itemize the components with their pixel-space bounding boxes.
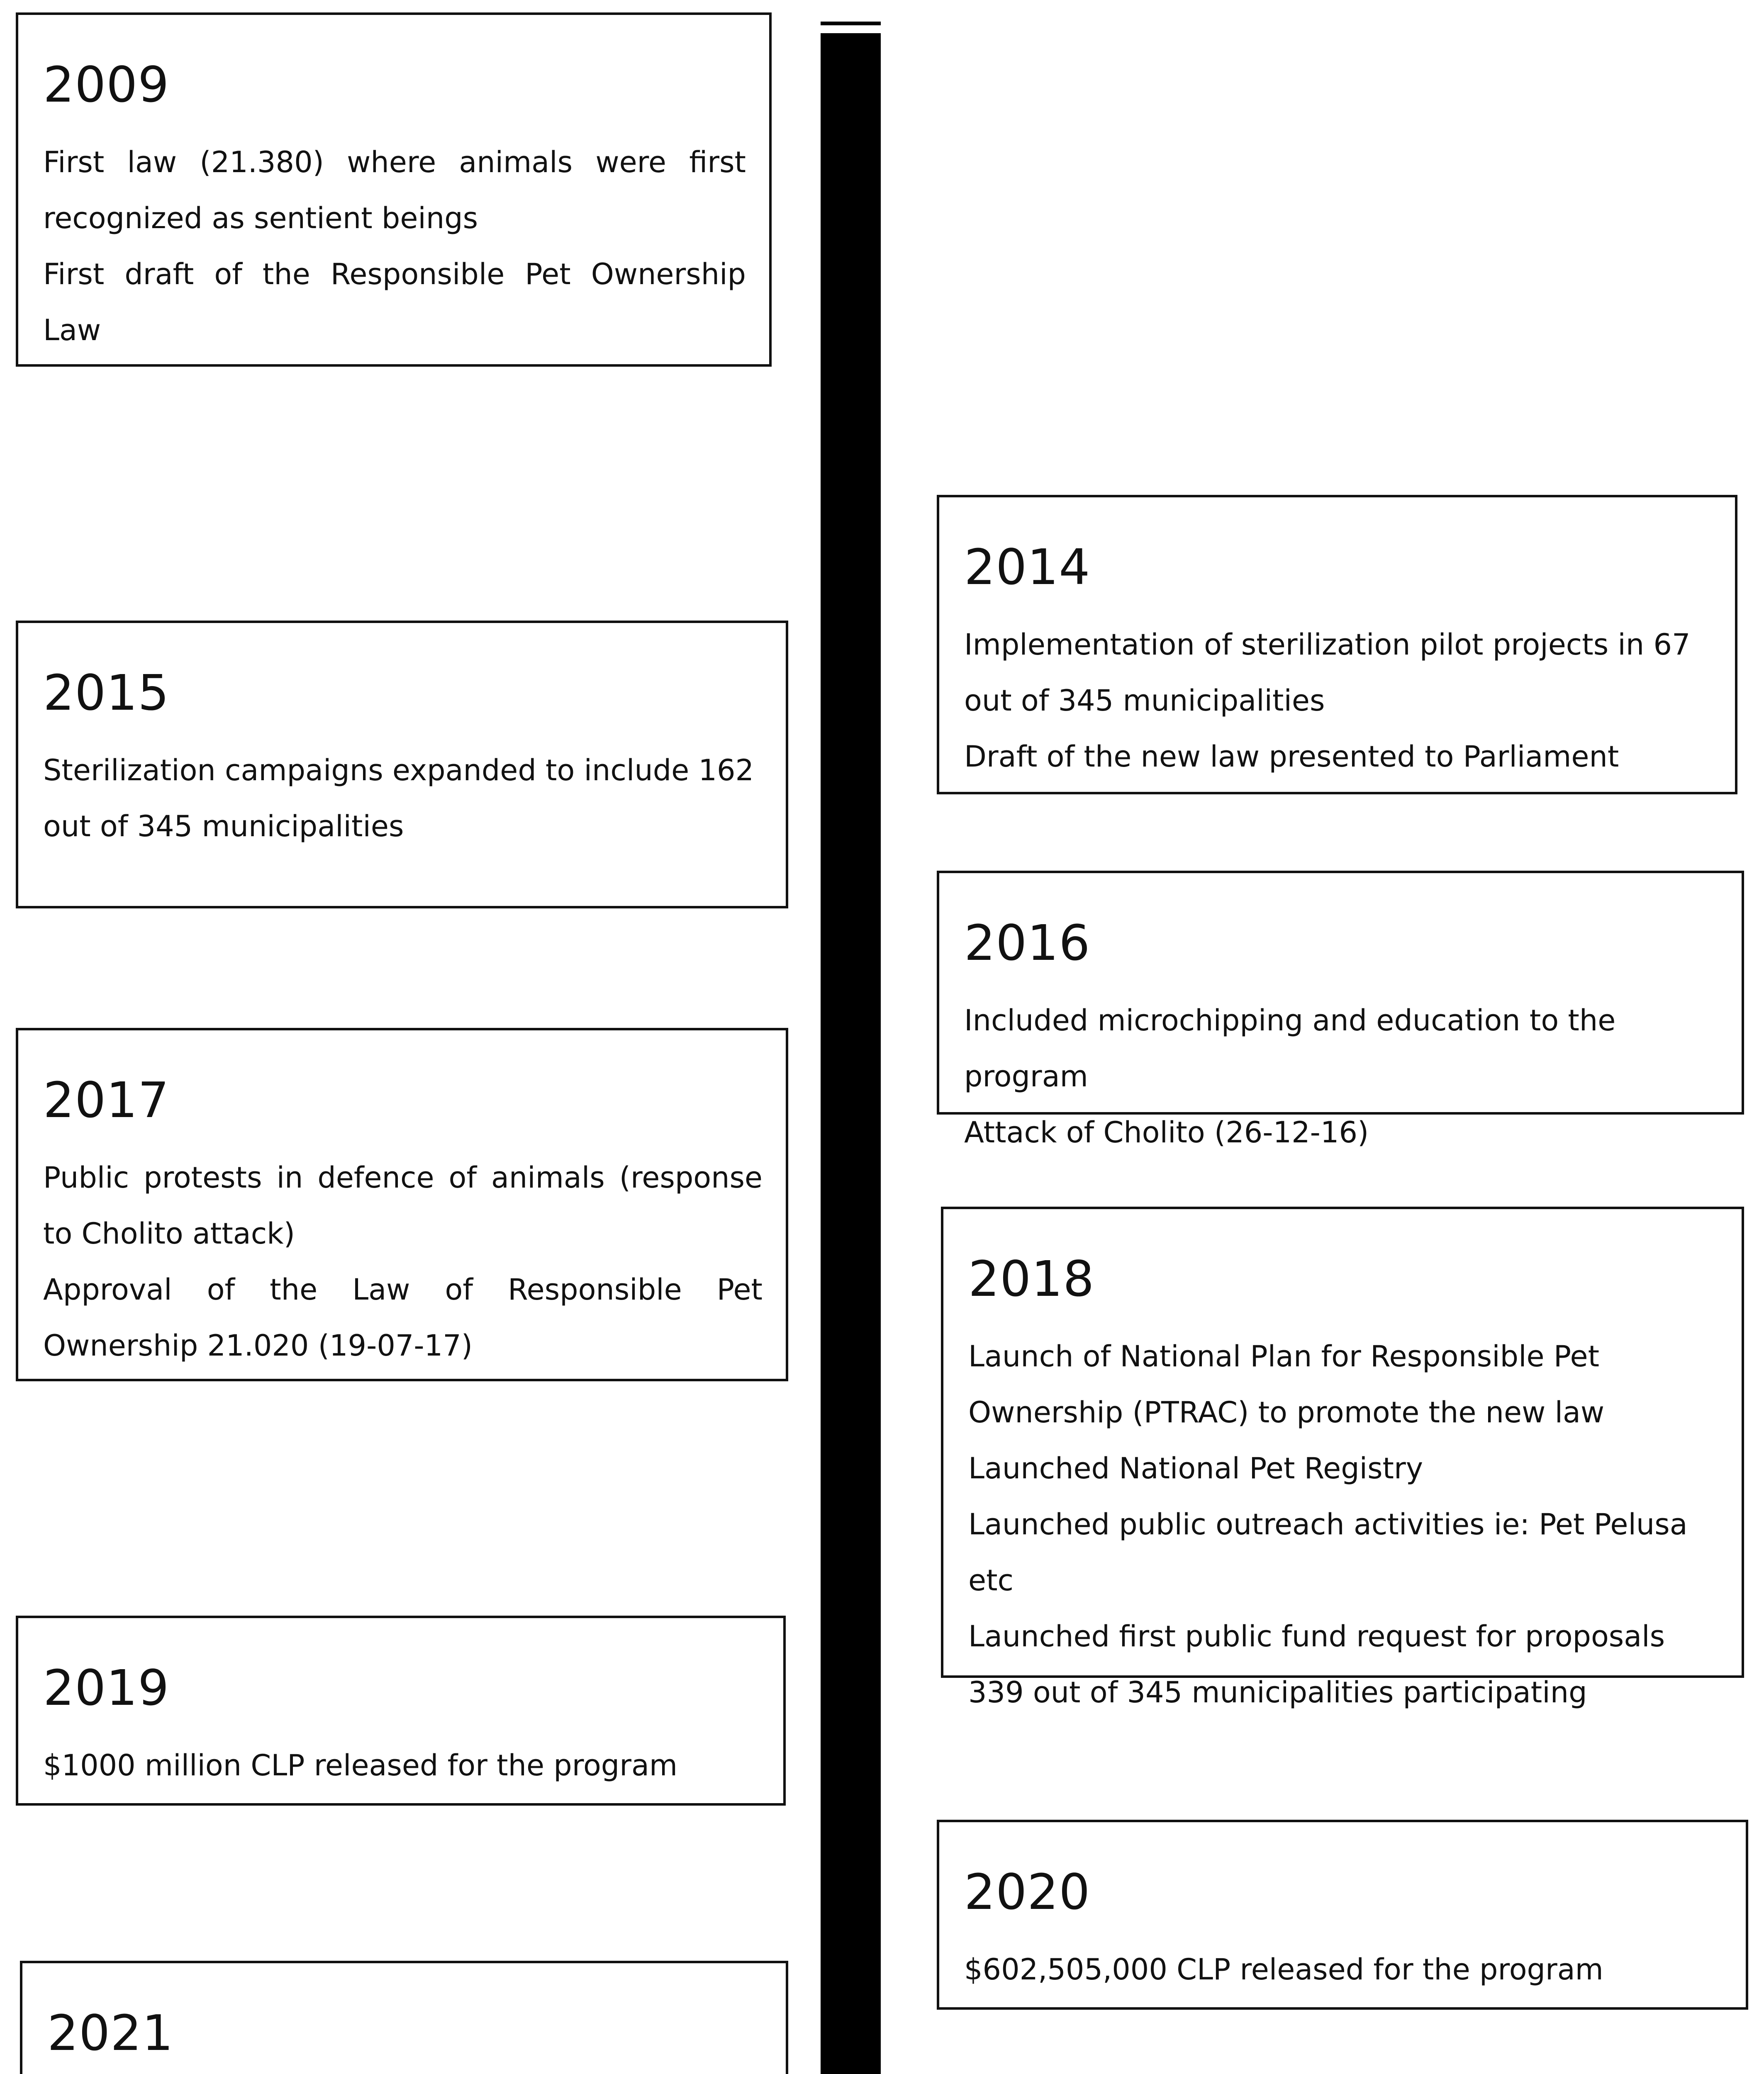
timeline-box-2021 bbox=[20, 1961, 788, 2074]
event-list-2016 bbox=[964, 993, 1718, 1161]
event-list-2018 bbox=[968, 1329, 1718, 1721]
year-label-2016: 2016 bbox=[964, 914, 1091, 971]
event-list-2017 bbox=[43, 1150, 763, 1374]
event-text: 339 out of 345 municipalities participating bbox=[968, 1675, 1587, 1709]
year-label-2018: 2018 bbox=[968, 1250, 1095, 1307]
timeline-box-2014 bbox=[937, 495, 1737, 794]
event-text: Launch of National Plan for Responsible Pet Ownership (PTRAC) to promote the new law bbox=[968, 1339, 1605, 1429]
event-text: Launched public outreach activities ie: Pet Pelusa etc bbox=[968, 1507, 1688, 1597]
timeline-box-2017 bbox=[16, 1028, 788, 1381]
timeline-box-2019 bbox=[16, 1616, 786, 1806]
event-list-2014 bbox=[964, 617, 1712, 785]
event-text: Sterilization campaigns expanded to include 162 out of 345 municipalities bbox=[43, 753, 754, 843]
event-text: Implementation of sterilization pilot projects in 67 out of 345 municipalities bbox=[964, 628, 1691, 718]
year-label-2019: 2019 bbox=[43, 1659, 170, 1716]
event-text: Attack of Cholito (26-12-16) bbox=[964, 1115, 1369, 1149]
timeline-arrow-cap bbox=[821, 22, 881, 25]
event-text: $602,505,000 CLP released for the program bbox=[964, 1952, 1603, 1986]
timeline-arrow-shaft bbox=[821, 33, 881, 2074]
timeline-box-2016 bbox=[937, 871, 1744, 1149]
timeline-box-2009 bbox=[16, 12, 772, 367]
timeline-box-2015 bbox=[16, 621, 788, 908]
year-label-2020: 2020 bbox=[964, 1863, 1091, 1921]
event-text: Draft of the new law presented to Parliament bbox=[964, 740, 1619, 774]
event-list-2009 bbox=[43, 134, 746, 358]
event-list-2020 bbox=[964, 1942, 1723, 1998]
event-text: Approval of the Law of Responsible Pet Ownership 21.020 (19-07-17) bbox=[43, 1273, 763, 1363]
event-text: Public protests in defence of animals (response to Cholito attack) bbox=[43, 1161, 763, 1251]
year-label-2015: 2015 bbox=[43, 664, 170, 721]
event-list-2015 bbox=[43, 742, 763, 854]
year-label-2009: 2009 bbox=[43, 56, 170, 113]
event-text: Launched first public fund request for proposals bbox=[968, 1619, 1665, 1653]
year-label-2017: 2017 bbox=[43, 1071, 170, 1129]
event-list-2019 bbox=[43, 1738, 760, 1794]
year-label-2014: 2014 bbox=[964, 538, 1091, 596]
event-text: Included microchipping and education to the program bbox=[964, 1003, 1616, 1093]
timeline-box-2018 bbox=[941, 1207, 1744, 1709]
event-text: Launched National Pet Registry bbox=[968, 1451, 1423, 1485]
event-text: $1000 million CLP released for the program bbox=[43, 1748, 678, 1782]
timeline-box-2020 bbox=[937, 1820, 1748, 2010]
event-text: First law (21.380) where animals were first recognized as sentient beings bbox=[43, 145, 746, 235]
event-text: First draft of the Responsible Pet Ownership Law bbox=[43, 257, 746, 347]
year-label-2021: 2021 bbox=[47, 2004, 174, 2062]
